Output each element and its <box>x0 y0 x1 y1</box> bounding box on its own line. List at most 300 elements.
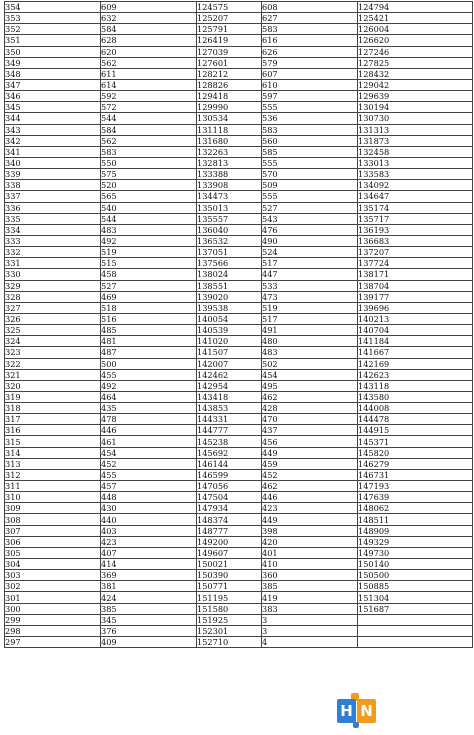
table-cell: 136532 <box>197 235 262 246</box>
table-cell: 150021 <box>197 559 262 570</box>
table-cell: 462 <box>262 391 358 402</box>
table-cell: 500 <box>101 358 197 369</box>
table-row <box>5 447 473 458</box>
table-cell: 407 <box>101 547 197 558</box>
table-row <box>5 280 473 291</box>
table-cell: 148777 <box>197 525 262 536</box>
table-cell: 342 <box>5 135 101 146</box>
table-row <box>5 13 473 24</box>
table-cell: 130194 <box>358 102 473 113</box>
table-cell: 339 <box>5 169 101 180</box>
table-cell: 492 <box>101 235 197 246</box>
table-cell: 152301 <box>197 625 262 636</box>
table-row <box>5 235 473 246</box>
table-row <box>5 79 473 90</box>
table-cell: 583 <box>262 124 358 135</box>
table-cell: 627 <box>262 13 358 24</box>
table-cell: 138551 <box>197 280 262 291</box>
table-cell: 583 <box>262 24 358 35</box>
table-cell: 314 <box>5 447 101 458</box>
table-cell: 150390 <box>197 570 262 581</box>
table-cell: 352 <box>5 24 101 35</box>
table-cell: 134092 <box>358 180 473 191</box>
table-cell: 572 <box>101 102 197 113</box>
table-cell: 134473 <box>197 191 262 202</box>
table-row <box>5 91 473 102</box>
table-row <box>5 146 473 157</box>
table-cell: 322 <box>5 358 101 369</box>
hn-watermark-logo <box>333 691 377 731</box>
table-row <box>5 603 473 614</box>
table-cell: 570 <box>262 169 358 180</box>
table-cell: 137566 <box>197 258 262 269</box>
table-cell: 632 <box>101 13 197 24</box>
table-cell: 145820 <box>358 447 473 458</box>
table-cell: 490 <box>262 235 358 246</box>
table-cell: 142169 <box>358 358 473 369</box>
table-cell <box>358 637 473 648</box>
table-row <box>5 391 473 402</box>
table-cell: 455 <box>101 469 197 480</box>
table-cell: 138704 <box>358 280 473 291</box>
table-cell: 609 <box>101 2 197 13</box>
table-cell: 344 <box>5 113 101 124</box>
table-row <box>5 191 473 202</box>
table-cell: 151687 <box>358 603 473 614</box>
table-cell: 620 <box>101 46 197 57</box>
table-cell: 462 <box>262 481 358 492</box>
table-cell: 150140 <box>358 559 473 570</box>
score-distribution-table <box>4 1 473 648</box>
table-cell: 150885 <box>358 581 473 592</box>
logo-accent-bottom <box>353 722 359 728</box>
table-cell: 616 <box>262 35 358 46</box>
table-cell: 147934 <box>197 503 262 514</box>
table-cell: 138024 <box>197 269 262 280</box>
table-cell: 456 <box>262 436 358 447</box>
table-cell: 428 <box>262 403 358 414</box>
table-cell: 144777 <box>197 425 262 436</box>
table-cell: 544 <box>101 213 197 224</box>
table-cell: 320 <box>5 380 101 391</box>
table-cell: 345 <box>101 614 197 625</box>
table-cell: 127601 <box>197 57 262 68</box>
table-cell: 321 <box>5 369 101 380</box>
table-cell: 491 <box>262 325 358 336</box>
table-cell: 336 <box>5 202 101 213</box>
table-cell: 409 <box>101 637 197 648</box>
table-cell: 452 <box>262 469 358 480</box>
table-cell: 403 <box>101 525 197 536</box>
table-cell: 316 <box>5 425 101 436</box>
table-cell: 469 <box>101 291 197 302</box>
table-cell: 543 <box>262 213 358 224</box>
table-cell: 323 <box>5 347 101 358</box>
table-row <box>5 403 473 414</box>
table-cell: 147504 <box>197 492 262 503</box>
table-cell: 333 <box>5 235 101 246</box>
table-row <box>5 180 473 191</box>
table-cell: 495 <box>262 380 358 391</box>
table-cell: 447 <box>262 269 358 280</box>
table-cell: 328 <box>5 291 101 302</box>
table-cell: 518 <box>101 302 197 313</box>
table-cell: 347 <box>5 79 101 90</box>
table-cell: 324 <box>5 336 101 347</box>
table-cell: 124794 <box>358 2 473 13</box>
table-cell: 128212 <box>197 68 262 79</box>
table-cell: 142462 <box>197 369 262 380</box>
table-cell: 317 <box>5 414 101 425</box>
table-cell: 128432 <box>358 68 473 79</box>
table-cell: 337 <box>5 191 101 202</box>
table-cell: 351 <box>5 35 101 46</box>
table-cell: 331 <box>5 258 101 269</box>
table-cell: 608 <box>262 2 358 13</box>
table-row <box>5 547 473 558</box>
table-row <box>5 503 473 514</box>
table-cell: 302 <box>5 581 101 592</box>
table-cell: 147193 <box>358 481 473 492</box>
table-cell: 144915 <box>358 425 473 436</box>
table-cell: 137724 <box>358 258 473 269</box>
table-cell: 446 <box>262 492 358 503</box>
table-cell: 151195 <box>197 592 262 603</box>
table-cell: 448 <box>101 492 197 503</box>
table-row <box>5 458 473 469</box>
table-cell: 129990 <box>197 102 262 113</box>
table-row <box>5 202 473 213</box>
table-cell: 141020 <box>197 336 262 347</box>
table-cell: 132813 <box>197 157 262 168</box>
table-row <box>5 2 473 13</box>
table-cell: 516 <box>101 313 197 324</box>
table-row <box>5 347 473 358</box>
table-cell: 148511 <box>358 514 473 525</box>
table-row <box>5 358 473 369</box>
table-cell: 3 <box>262 625 358 636</box>
table-row <box>5 525 473 536</box>
table-cell: 136683 <box>358 235 473 246</box>
table-cell: 311 <box>5 481 101 492</box>
table-cell <box>358 625 473 636</box>
table-row <box>5 436 473 447</box>
table-row <box>5 536 473 547</box>
table-cell: 142954 <box>197 380 262 391</box>
table-cell: 143118 <box>358 380 473 391</box>
table-cell: 151304 <box>358 592 473 603</box>
table-cell: 150500 <box>358 570 473 581</box>
table-cell: 133013 <box>358 157 473 168</box>
table-cell: 610 <box>262 79 358 90</box>
table-cell: 419 <box>262 592 358 603</box>
table-cell: 327 <box>5 302 101 313</box>
table-row <box>5 425 473 436</box>
table-cell: 476 <box>262 224 358 235</box>
table-cell: 420 <box>262 536 358 547</box>
table-cell: 483 <box>101 224 197 235</box>
table-cell: 124575 <box>197 2 262 13</box>
table-cell: 346 <box>5 91 101 102</box>
table-cell: 146599 <box>197 469 262 480</box>
table-cell: 473 <box>262 291 358 302</box>
table-cell: 139696 <box>358 302 473 313</box>
table-row <box>5 469 473 480</box>
table-cell: 309 <box>5 503 101 514</box>
table-cell: 349 <box>5 57 101 68</box>
table-row <box>5 269 473 280</box>
table-row <box>5 258 473 269</box>
table-row <box>5 481 473 492</box>
table-cell: 127246 <box>358 46 473 57</box>
table-cell: 129418 <box>197 91 262 102</box>
table-row <box>5 46 473 57</box>
table-cell: 452 <box>101 458 197 469</box>
table-cell: 142007 <box>197 358 262 369</box>
table-cell: 133908 <box>197 180 262 191</box>
table-cell: 449 <box>262 514 358 525</box>
table-cell: 126004 <box>358 24 473 35</box>
table-row <box>5 102 473 113</box>
table-cell: 145238 <box>197 436 262 447</box>
table-cell: 135013 <box>197 202 262 213</box>
table-body <box>5 2 473 648</box>
table-cell: 385 <box>262 581 358 592</box>
table-row <box>5 336 473 347</box>
table-cell: 139177 <box>358 291 473 302</box>
table-cell: 483 <box>262 347 358 358</box>
table-cell: 152710 <box>197 637 262 648</box>
table-cell: 350 <box>5 46 101 57</box>
table-cell: 133583 <box>358 169 473 180</box>
table-cell: 131680 <box>197 135 262 146</box>
logo-letter-n: N <box>357 699 376 723</box>
table-cell: 149200 <box>197 536 262 547</box>
table-cell: 628 <box>101 35 197 46</box>
table-cell: 584 <box>101 24 197 35</box>
table-cell: 449 <box>262 447 358 458</box>
table-cell: 584 <box>101 124 197 135</box>
table-cell: 540 <box>101 202 197 213</box>
table-cell: 144331 <box>197 414 262 425</box>
table-cell: 329 <box>5 280 101 291</box>
table-cell: 129639 <box>358 91 473 102</box>
table-cell: 360 <box>262 570 358 581</box>
table-cell: 376 <box>101 625 197 636</box>
table-cell: 141184 <box>358 336 473 347</box>
table-row <box>5 492 473 503</box>
table-cell: 315 <box>5 436 101 447</box>
table-cell: 555 <box>262 157 358 168</box>
table-row <box>5 35 473 46</box>
table-cell: 454 <box>262 369 358 380</box>
table-cell: 611 <box>101 68 197 79</box>
table-cell: 332 <box>5 247 101 258</box>
table-cell: 626 <box>262 46 358 57</box>
table-cell: 3 <box>262 614 358 625</box>
table-cell: 126419 <box>197 35 262 46</box>
table-cell: 461 <box>101 436 197 447</box>
table-cell: 134647 <box>358 191 473 202</box>
table-cell: 592 <box>101 91 197 102</box>
table-cell: 345 <box>5 102 101 113</box>
table-cell: 149730 <box>358 547 473 558</box>
table-cell: 148909 <box>358 525 473 536</box>
table-cell: 579 <box>262 57 358 68</box>
table-cell: 487 <box>101 347 197 358</box>
table-row <box>5 169 473 180</box>
table-row <box>5 625 473 636</box>
table-cell: 435 <box>101 403 197 414</box>
table-cell <box>358 614 473 625</box>
table-cell: 141507 <box>197 347 262 358</box>
table-row <box>5 68 473 79</box>
table-cell: 131873 <box>358 135 473 146</box>
table-cell: 492 <box>101 380 197 391</box>
table-cell: 527 <box>101 280 197 291</box>
table-cell: 515 <box>101 258 197 269</box>
table-cell: 430 <box>101 503 197 514</box>
table-cell: 414 <box>101 559 197 570</box>
table-row <box>5 135 473 146</box>
table-cell: 338 <box>5 180 101 191</box>
table-cell: 555 <box>262 191 358 202</box>
table-row <box>5 302 473 313</box>
table-cell: 334 <box>5 224 101 235</box>
table-cell: 585 <box>262 146 358 157</box>
table-cell: 145371 <box>358 436 473 447</box>
table-row <box>5 157 473 168</box>
table-cell: 509 <box>262 180 358 191</box>
table-cell: 536 <box>262 113 358 124</box>
table-cell: 457 <box>101 481 197 492</box>
table-cell: 424 <box>101 592 197 603</box>
table-cell: 140539 <box>197 325 262 336</box>
table-cell: 383 <box>262 603 358 614</box>
table-cell: 583 <box>101 146 197 157</box>
table-cell: 132458 <box>358 146 473 157</box>
table-cell: 135717 <box>358 213 473 224</box>
table-cell: 485 <box>101 325 197 336</box>
table-row <box>5 514 473 525</box>
table-cell: 139538 <box>197 302 262 313</box>
table-cell: 305 <box>5 547 101 558</box>
table-cell: 313 <box>5 458 101 469</box>
table-row <box>5 57 473 68</box>
table-cell: 146279 <box>358 458 473 469</box>
table-cell: 131118 <box>197 124 262 135</box>
table-cell: 125791 <box>197 24 262 35</box>
table-row <box>5 325 473 336</box>
table-cell: 459 <box>262 458 358 469</box>
table-cell: 330 <box>5 269 101 280</box>
table-row <box>5 581 473 592</box>
table-cell: 138171 <box>358 269 473 280</box>
table-cell: 480 <box>262 336 358 347</box>
table-cell: 565 <box>101 191 197 202</box>
table-cell: 297 <box>5 637 101 648</box>
table-cell: 149329 <box>358 536 473 547</box>
table-cell: 143418 <box>197 391 262 402</box>
table-cell: 440 <box>101 514 197 525</box>
table-cell: 385 <box>101 603 197 614</box>
table-cell: 298 <box>5 625 101 636</box>
table-cell: 607 <box>262 68 358 79</box>
table-cell: 147639 <box>358 492 473 503</box>
table-cell: 544 <box>101 113 197 124</box>
table-cell: 550 <box>101 157 197 168</box>
table-cell: 140213 <box>358 313 473 324</box>
table-cell: 125421 <box>358 13 473 24</box>
table-cell: 304 <box>5 559 101 570</box>
table-cell: 132263 <box>197 146 262 157</box>
table-cell: 517 <box>262 258 358 269</box>
table-cell: 300 <box>5 603 101 614</box>
table-row <box>5 24 473 35</box>
table-cell: 144478 <box>358 414 473 425</box>
table-cell: 149607 <box>197 547 262 558</box>
table-cell: 533 <box>262 280 358 291</box>
table-cell: 308 <box>5 514 101 525</box>
table-cell: 143580 <box>358 391 473 402</box>
table-cell: 130730 <box>358 113 473 124</box>
table-cell: 136040 <box>197 224 262 235</box>
table-cell: 127825 <box>358 57 473 68</box>
table-cell: 354 <box>5 2 101 13</box>
table-row <box>5 369 473 380</box>
table-cell: 517 <box>262 313 358 324</box>
table-cell: 555 <box>262 102 358 113</box>
table-cell: 369 <box>101 570 197 581</box>
table-cell: 455 <box>101 369 197 380</box>
table-cell: 125207 <box>197 13 262 24</box>
table-cell: 575 <box>101 169 197 180</box>
logo-letter-h: H <box>337 699 356 723</box>
table-cell: 126620 <box>358 35 473 46</box>
table-cell: 131313 <box>358 124 473 135</box>
table-row <box>5 247 473 258</box>
table-cell: 343 <box>5 124 101 135</box>
table-cell: 306 <box>5 536 101 547</box>
table-row <box>5 291 473 302</box>
table-cell: 348 <box>5 68 101 79</box>
table-cell: 502 <box>262 358 358 369</box>
table-cell: 527 <box>262 202 358 213</box>
table-cell: 470 <box>262 414 358 425</box>
table-cell: 325 <box>5 325 101 336</box>
table-cell: 145692 <box>197 447 262 458</box>
table-cell: 148062 <box>358 503 473 514</box>
table-cell: 401 <box>262 547 358 558</box>
table-cell: 135557 <box>197 213 262 224</box>
table-cell: 614 <box>101 79 197 90</box>
table-cell: 520 <box>101 180 197 191</box>
table-cell: 151580 <box>197 603 262 614</box>
table-row <box>5 570 473 581</box>
table-cell: 341 <box>5 146 101 157</box>
table-row <box>5 614 473 625</box>
table-cell: 562 <box>101 57 197 68</box>
table-cell: 129042 <box>358 79 473 90</box>
table-cell: 423 <box>101 536 197 547</box>
table-row <box>5 637 473 648</box>
table-cell: 142623 <box>358 369 473 380</box>
table-cell: 562 <box>101 135 197 146</box>
table-cell: 398 <box>262 525 358 536</box>
table-cell: 133388 <box>197 169 262 180</box>
table-cell: 299 <box>5 614 101 625</box>
table-row <box>5 313 473 324</box>
